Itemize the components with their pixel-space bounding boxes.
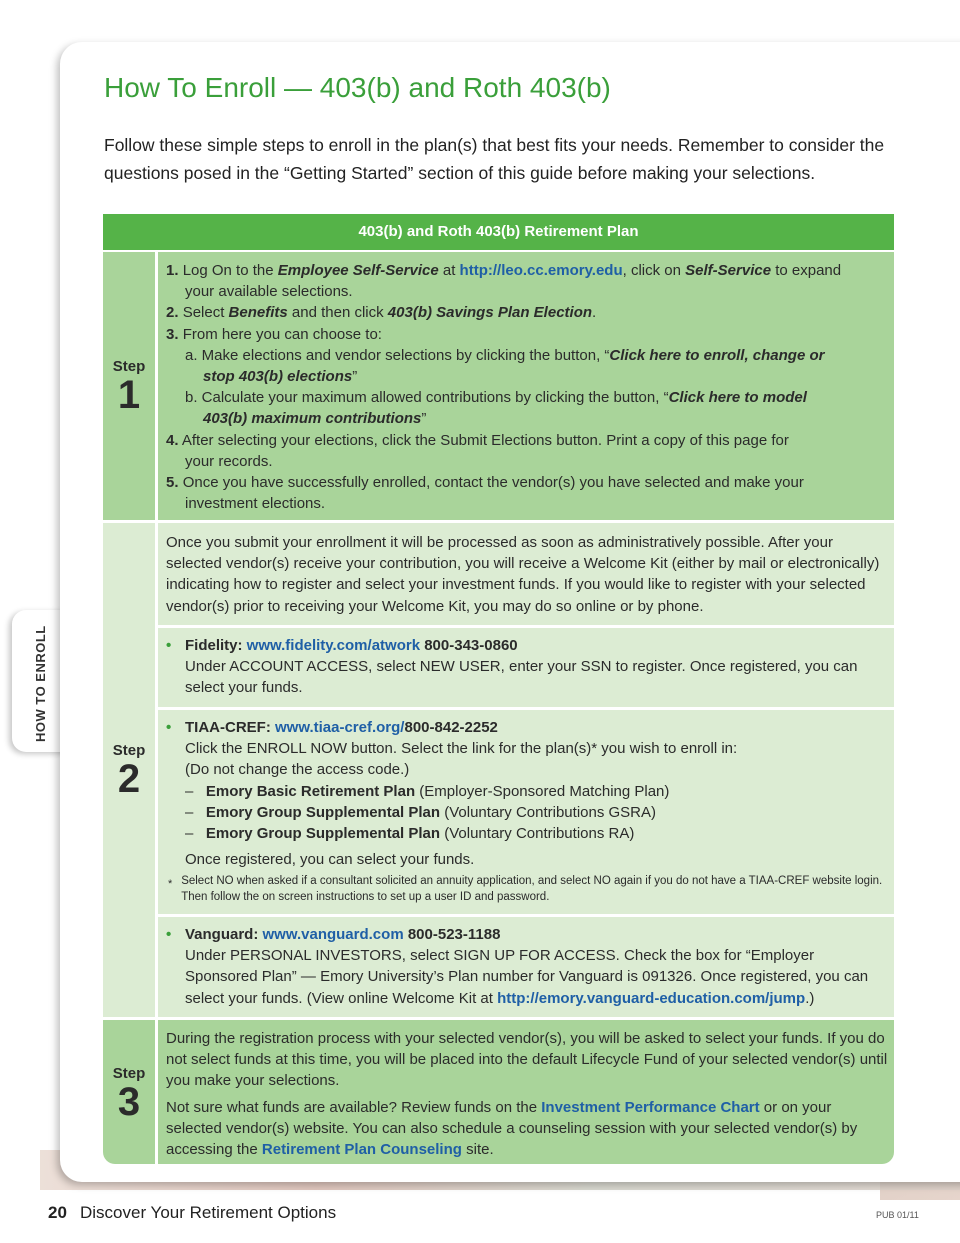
step-label: Step bbox=[112, 1065, 146, 1082]
step2-marker bbox=[103, 742, 155, 799]
tiaa-item: • TIAA-CREF: www.tiaa-cref.org/800-842-2252 Click the ENROLL NOW button. Select the link for the plan(s)* you wish to enroll in: (Do not change the access code.) – Emory Basic Retirement Plan (Employer-Sponsored Matching Plan) – Emory Group Supplemental Plan (Voluntary Contributions GSRA) – Emory Group Supplemental Plan (Voluntary Contributions RA) Once registered, you can select your funds. * Select NO when asked if a consultant solicited an annuity application, and select NO again if you do not have a TIAA-CREF website login. Then follow the on screen instructions to set up a user ID and password. bbox=[166, 717, 888, 905]
side-tab-label: HOW TO ENROLL bbox=[33, 625, 48, 742]
publication-code: PUB 01/11 bbox=[876, 1210, 919, 1220]
vanguard-link[interactable]: www.vanguard.com bbox=[262, 926, 404, 943]
step-label: Step bbox=[112, 742, 146, 759]
retirement-plan-counseling-link[interactable]: Retirement Plan Counseling bbox=[261, 1141, 462, 1159]
step1-instructions: 1. Log On to the Employee Self-Service at http://leo.cc.emory.edu, click on Self-Service to expand your available selections. 2. Select Benefits and then click 403(b) Savings Plan Election. 3. From here you can choose to: a. Make elections and vendor selections by clicking the button, “Click here to enroll, change or stop 403(b) elections” b. Calculate your maximum allowed contributions by clicking the button, “Click here to model 403(b) maximum contributions” 4. After selecting your elections, click the Submit Elections button. Print a copy of this page for your records. 5. Once you have successfully enrolled, contact the vendor(s) you have selected and make your investment elections. bbox=[166, 262, 842, 513]
investment-performance-chart-link[interactable]: Investment Performance Chart bbox=[541, 1098, 760, 1116]
intro-paragraph: Follow these simple steps to enroll in the plan(s) that best fits your needs. Remember to consider the questions posed in the “Getting Started” section of this guide before making your selections. bbox=[104, 135, 885, 183]
vanguard-item: • Vanguard: www.vanguard.com 800-523-1188 Under PERSONAL INVESTORS, select SIGN UP FOR ACCESS. Check the box for “Employer Sponsored Plan” — Emory University’s Plan number for Vanguard is 091326. Once registered, you can select your funds. (View online Welcome Kit at http://emory.vanguard-education.com/jump.) bbox=[166, 926, 869, 1007]
step3-instructions: During the registration process with your selected vendor(s), you will be asked to select your funds. If you do not select funds at this time, you will be placed into the default Lifecycle Fund of your selected vendor(s) until you make your selections. Not sure what funds are available? Review funds on the Investment Performance Chart or on your selected vendor(s) website. You can also schedule a counseling session with your selected vendor(s) by accessing the Retirement Plan Counseling site. bbox=[166, 1030, 888, 1159]
footer-title: Discover Your Retirement Options bbox=[80, 1203, 337, 1222]
tiaa-link[interactable]: www.tiaa-cref.org/ bbox=[275, 719, 405, 736]
step-label: Step bbox=[112, 358, 146, 375]
fidelity-item: • Fidelity: www.fidelity.com/atwork 800-343-0860 Under ACCOUNT ACCESS, select NEW USER, enter your SSN to register. Once registered, you can select your funds. bbox=[166, 637, 858, 697]
vanguard-welcome-kit-link[interactable]: http://emory.vanguard-education.com/jump bbox=[497, 989, 806, 1007]
tiaa-footnote: * Select NO when asked if a consultant solicited an annuity application, and select NO again if you do not have a TIAA-CREF website login. Then follow the on screen instructions to set up a user ID and password. bbox=[168, 875, 883, 903]
step1-marker bbox=[103, 358, 155, 415]
step-number: 1 bbox=[117, 373, 141, 417]
step3-marker bbox=[103, 1065, 155, 1122]
fidelity-link[interactable]: www.fidelity.com/atwork bbox=[246, 637, 421, 654]
enrollment-table bbox=[103, 214, 894, 1164]
step-number: 2 bbox=[117, 757, 141, 801]
employee-self-service-link[interactable]: http://leo.cc.emory.edu bbox=[459, 262, 623, 279]
table-header: 403(b) and Roth 403(b) Retirement Plan bbox=[103, 214, 894, 250]
step2-intro: Once you submit your enrollment it will be processed as soon as administratively possible. After your selected vendor(s) receive your contribution, you will receive a Welcome Kit (either by mail or electronically) indicating how to register and select your investment funds. If you would like to register with your selected vendor(s) prior to receiving your Welcome Kit, you may do so online or by phone. bbox=[166, 534, 880, 615]
page-title: How To Enroll — 403(b) and Roth 403(b) bbox=[104, 72, 611, 103]
page-number: 20 bbox=[48, 1203, 67, 1222]
step-number: 3 bbox=[117, 1080, 141, 1124]
